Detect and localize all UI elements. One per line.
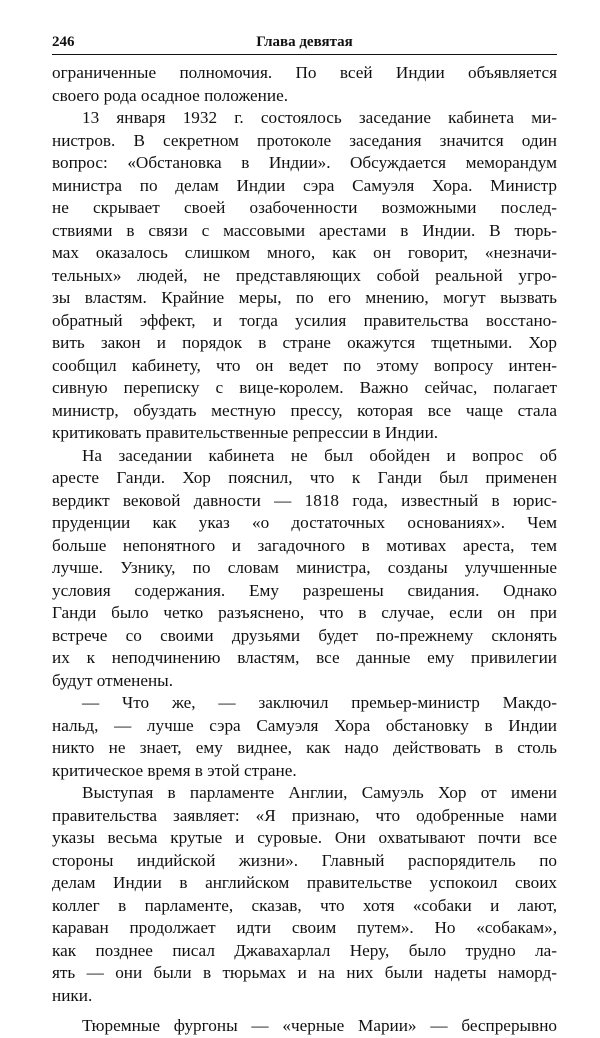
text-line: ограниченные полномочия. По всей Индии объявляется	[52, 63, 557, 82]
header-rule	[52, 54, 557, 55]
text-line: никто не знает, ему виднее, как надо действовать в столь	[52, 738, 557, 757]
text-line: встрече со своими друзьями будет по-прежнему склонять	[52, 625, 557, 645]
text-line: правительства заявляет: «Я признаю, что одобренные нами	[52, 805, 557, 825]
text-line: как позднее писал Джавахарлал Неру, было трудно ла-	[52, 940, 557, 960]
text-line: критическое время в этой стране.	[52, 760, 297, 780]
paragraph-gap	[52, 1007, 557, 1015]
text-line: больше непонятного и загадочного в мотивах ареста, тем	[52, 535, 557, 555]
paragraph	[52, 107, 557, 445]
text-line: сообщил кабинету, что он ведет по этому вопросу интен-	[52, 355, 557, 375]
paragraph	[52, 62, 557, 107]
paragraph	[52, 692, 557, 782]
text-line: стороны индийской жизни». Главный распорядитель по	[52, 850, 557, 870]
text-line: коллег в парламенте, сказав, что хотя «собаки и лают,	[52, 895, 557, 915]
text-line: не скрывает своей озабоченности возможными послед-	[52, 198, 557, 217]
text-line: будут отменены.	[52, 670, 173, 690]
text-line: указы весьма крутые и суровые. Они охватывают почти все	[52, 828, 557, 847]
text-line: мах оказалось слишком много, как он говорит, «незначи-	[52, 243, 557, 262]
text-line: вить закон и порядок в стране окажутся тщетными. Хор	[52, 333, 557, 352]
text-line: вердикт вековой давности — 1818 года, известный в юрис-	[52, 490, 557, 510]
text-line: условия содержания. Ему разрешены свидания. Однако	[52, 580, 557, 600]
page-number: 246	[52, 34, 75, 50]
text-line: сивную переписку с вице-королем. Важно сейчас, полагает	[52, 378, 557, 397]
body-text	[52, 62, 557, 1038]
text-line: своего рода осадное положение.	[52, 85, 289, 105]
text-line: их к неподчинению властям, все данные ему привилегии	[52, 648, 557, 667]
text-line: ствиями в связи с массовыми арестами в Индии. В тюрь-	[52, 220, 557, 240]
text-line: министр, обуздать местную прессу, которая все чаще стала	[52, 400, 557, 420]
text-line: нистров. В секретном протоколе заседания значится один	[52, 130, 557, 150]
text-line: На заседании кабинета не был обойден и вопрос об	[82, 445, 557, 465]
text-line: ники.	[52, 985, 93, 1005]
text-line: аресте Ганди. Хор пояснил, что к Ганди был применен	[52, 468, 557, 487]
text-line: тельных» людей, не представляющих собой реальной угро-	[52, 265, 557, 285]
paragraph	[52, 445, 557, 693]
paragraph	[52, 782, 557, 1007]
text-line: нальд, — лучше сэра Самуэля Хора обстановку в Индии	[52, 715, 557, 735]
paragraph	[52, 1015, 557, 1038]
text-line: критиковать правительственные репрессии в Индии.	[52, 423, 439, 442]
text-line: Тюремные фургоны — «черные Марии» — беспрерывно	[82, 1016, 557, 1035]
text-line: 13 января 1932 г. состоялось заседание кабинета ми-	[82, 108, 557, 127]
text-line: караван продолжает идти своим путем». Но «собакам»,	[52, 918, 557, 937]
text-line: вопрос: «Обстановка в Индии». Обсуждается меморандум	[52, 153, 557, 172]
running-header	[52, 34, 557, 52]
text-line: министра по делам Индии сэра Самуэля Хора. Министр	[52, 175, 557, 195]
text-line: лучше. Узнику, по словам министра, созданы улучшенные	[52, 558, 557, 577]
text-line: пруденции как указ «о достаточных основаниях». Чем	[52, 513, 557, 532]
text-line: ять — они были в тюрьмах и на них были надеты наморд-	[52, 963, 557, 982]
text-line: зы властям. Крайние меры, по его мнению, могут вызвать	[52, 288, 557, 307]
text-line: — Что же, — заключил премьер-министр Макдо-	[82, 693, 557, 712]
text-line: Выступая в парламенте Англии, Самуэль Хор от имени	[82, 783, 557, 802]
text-line: делам Индии в английском правительстве успокоил своих	[52, 873, 557, 892]
chapter-title: Глава девятая	[256, 34, 353, 50]
text-line: Ганди было четко разъяснено, что в случае, если он при	[52, 603, 557, 622]
text-line: обратный эффект, и тогда усилия правительства восстано-	[52, 310, 557, 330]
